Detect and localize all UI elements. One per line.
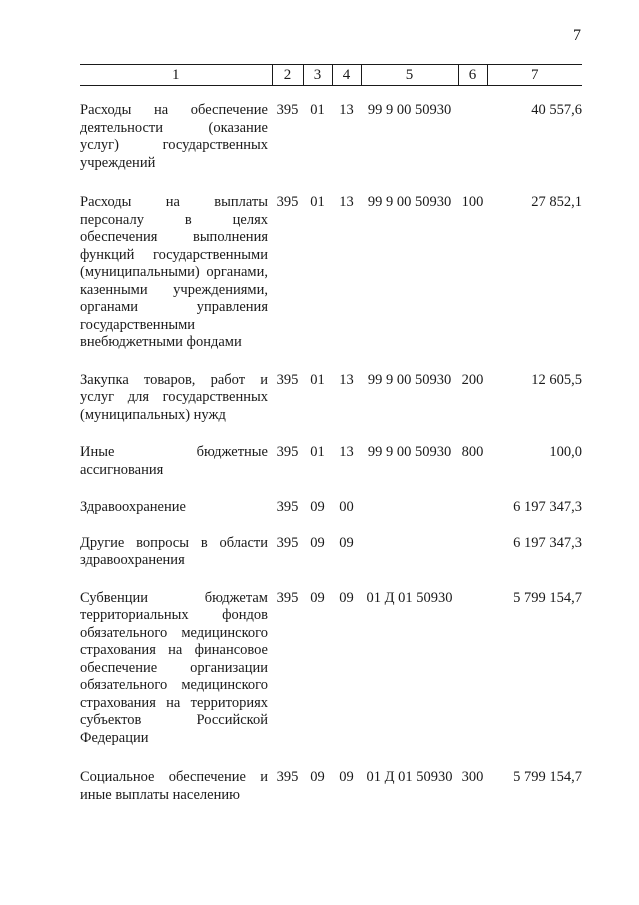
row-name: Другие вопросы в области здравоохранения xyxy=(80,534,268,568)
row-subsection: 13 xyxy=(339,444,354,460)
table-row xyxy=(80,499,582,517)
row-name: Субвенции бюджетам территориальных фондов обязательного медицинского страхования на финансовое обеспечение организации обязательного медицинского страхования на территориях субъектов Российской Федерации xyxy=(80,589,268,746)
row-expense-type xyxy=(458,535,487,570)
row-amount: 12 605,5 xyxy=(531,371,582,388)
row-name: Расходы на выплаты персоналу в целях обеспечения выполнения функций государственными (муниципальными) органами, казенными учреждениями, органами управления государственными внебюджетными фондами xyxy=(80,194,268,350)
row-amount: 5 799 154,7 xyxy=(513,589,582,606)
row-subsection: 09 xyxy=(339,769,354,785)
row-expense-type xyxy=(458,102,487,172)
row-section: 01 xyxy=(310,371,325,388)
row-expense-type: 200 xyxy=(461,371,484,388)
row-name: Социальное обеспечение и иные выплаты населению xyxy=(80,769,268,803)
header-row xyxy=(80,65,582,86)
table-row xyxy=(80,769,582,804)
row-admin-code: 395 xyxy=(276,499,299,515)
row-admin-code: 395 xyxy=(276,371,299,388)
row-amount: 6 197 347,3 xyxy=(513,534,582,551)
row-admin-code: 395 xyxy=(276,769,299,785)
row-section: 01 xyxy=(310,194,325,210)
table-row xyxy=(80,444,582,479)
budget-table xyxy=(80,64,582,804)
row-target-article: 99 9 00 50930 xyxy=(367,102,452,118)
row-admin-code: 395 xyxy=(276,444,299,460)
header-col-7: 7 xyxy=(487,65,582,86)
header-col-3: 3 xyxy=(303,65,332,86)
page-number: 7 xyxy=(573,27,581,44)
table-row xyxy=(80,102,582,172)
row-target-article: 99 9 00 50930 xyxy=(367,194,452,210)
row-section: 09 xyxy=(310,589,325,606)
header-col-5: 5 xyxy=(361,65,458,86)
header-col-2: 2 xyxy=(272,65,303,86)
header-col-4: 4 xyxy=(332,65,361,86)
table-row xyxy=(80,590,582,748)
row-section: 01 xyxy=(310,444,325,460)
header-col-6: 6 xyxy=(458,65,487,86)
row-subsection: 13 xyxy=(339,194,354,210)
row-amount: 40 557,6 xyxy=(531,102,582,118)
row-section: 09 xyxy=(310,769,325,785)
table-row xyxy=(80,535,582,570)
row-subsection: 00 xyxy=(339,499,354,515)
row-section: 09 xyxy=(310,499,325,515)
row-name: Иные бюджетные ассигнования xyxy=(80,444,268,478)
row-target-article: 99 9 00 50930 xyxy=(367,444,452,460)
row-section: 01 xyxy=(310,102,325,118)
row-name: Закупка товаров, работ и услуг для государственных (муниципальных) нужд xyxy=(80,371,268,423)
row-expense-type xyxy=(458,499,487,517)
row-expense-type xyxy=(458,590,487,748)
table-row xyxy=(80,194,582,352)
row-name: Здравоохранение xyxy=(80,499,186,515)
row-target-article xyxy=(361,535,458,570)
row-expense-type: 800 xyxy=(461,444,484,460)
row-subsection: 13 xyxy=(339,102,354,118)
row-target-article xyxy=(361,499,458,517)
row-admin-code: 395 xyxy=(276,534,299,551)
row-amount: 5 799 154,7 xyxy=(513,769,582,785)
row-admin-code: 395 xyxy=(276,589,299,606)
row-amount: 6 197 347,3 xyxy=(513,499,582,515)
row-target-article: 01 Д 01 50930 xyxy=(366,589,453,606)
row-name: Расходы на обеспечение деятельности (оказание услуг) государственных учреждений xyxy=(80,102,268,171)
row-target-article: 01 Д 01 50930 xyxy=(366,769,453,785)
row-admin-code: 395 xyxy=(276,102,299,118)
row-section: 09 xyxy=(310,534,325,551)
row-amount: 27 852,1 xyxy=(531,194,582,210)
row-expense-type: 300 xyxy=(461,769,484,785)
row-admin-code: 395 xyxy=(276,194,299,210)
table-row xyxy=(80,372,582,425)
row-subsection: 09 xyxy=(339,534,354,551)
header-col-1: 1 xyxy=(80,65,272,86)
row-expense-type: 100 xyxy=(461,194,484,210)
row-subsection: 09 xyxy=(339,589,354,606)
row-amount: 100,0 xyxy=(549,444,582,460)
row-target-article: 99 9 00 50930 xyxy=(367,371,452,388)
row-subsection: 13 xyxy=(339,371,354,388)
